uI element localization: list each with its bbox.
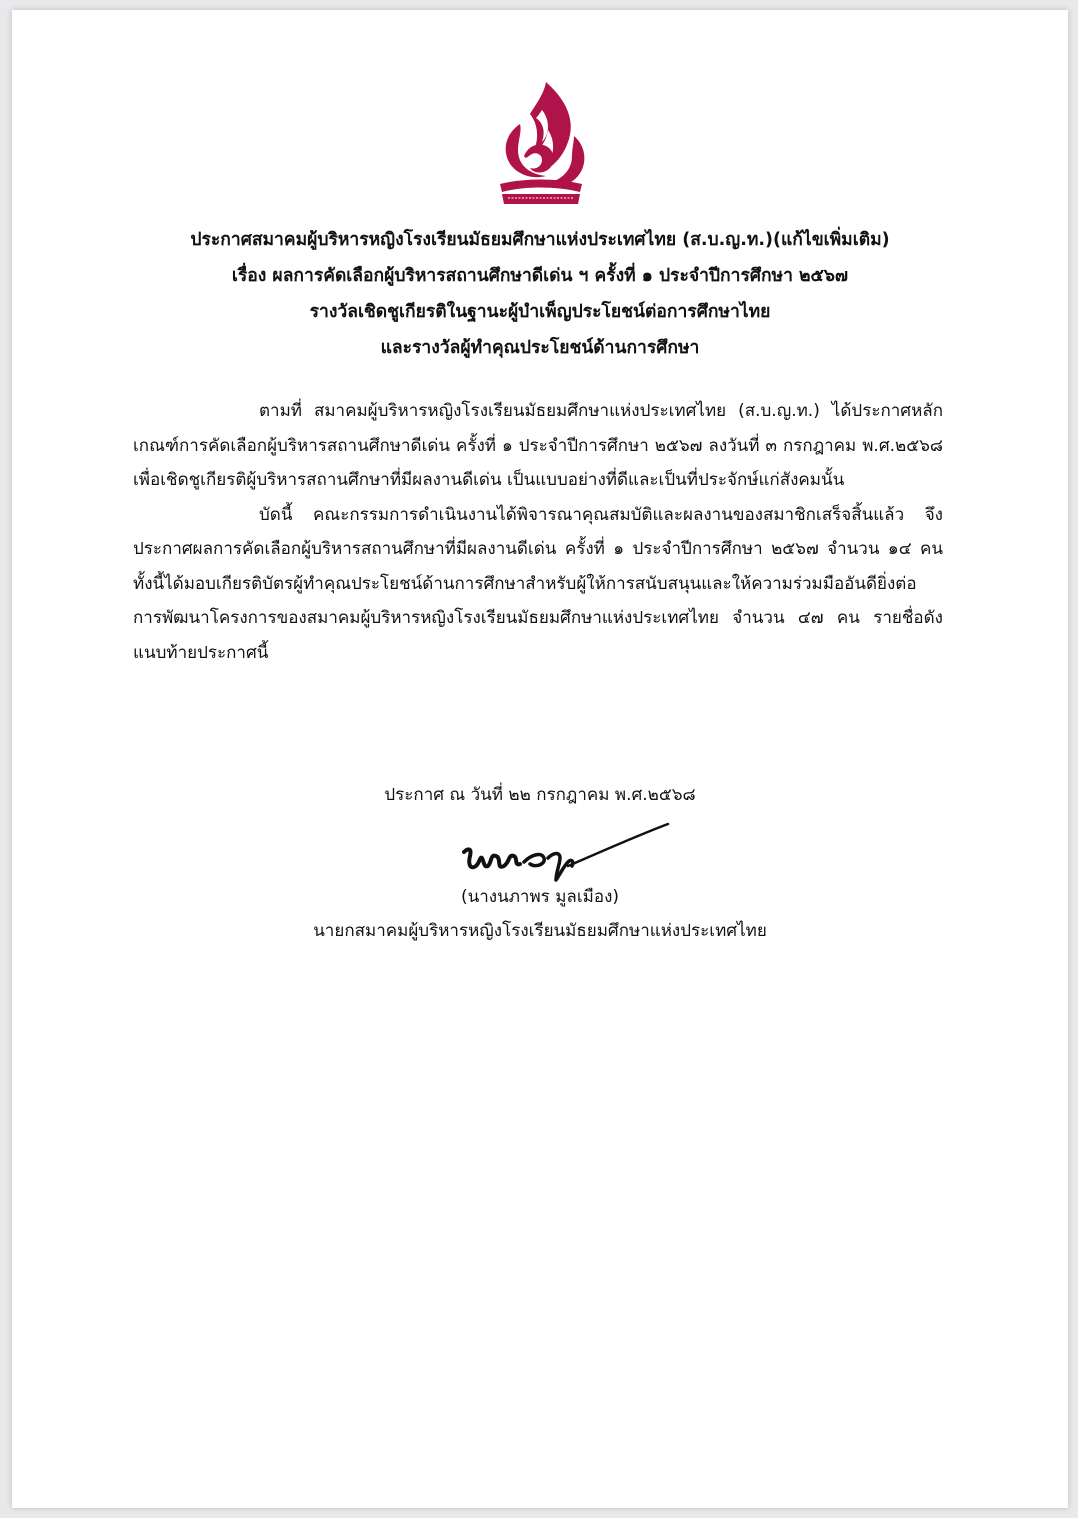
title-line-4: และรางวัลผู้ทำคุณประโยชน์ด้านการศึกษา	[380, 338, 700, 358]
signer-name: (นางนภาพร มูลเมือง)	[461, 887, 619, 907]
announcement-body	[133, 394, 943, 670]
association-logo-icon	[484, 80, 596, 210]
announcement-title	[72, 222, 1008, 366]
title-line-1: ประกาศสมาคมผู้บริหารหญิงโรงเรียนมัธยมศึกษาแห่งประเทศไทย (ส.บ.ญ.ท.)(แก้ไขเพิ่มเติม)	[190, 230, 890, 250]
title-line-3: รางวัลเชิดชูเกียรติในฐานะผู้บำเพ็ญประโยชน์ต่อการศึกษาไทย	[309, 302, 771, 322]
announcement-date: ประกาศ ณ วันที่ ๒๒ กรกฎาคม พ.ศ.๒๕๖๘	[384, 785, 696, 805]
signer-title: นายกสมาคมผู้บริหารหญิงโรงเรียนมัธยมศึกษาแห่งประเทศไทย	[313, 921, 767, 941]
body-paragraph-1: ตามที่ สมาคมผู้บริหารหญิงโรงเรียนมัธยมศึกษาแห่งประเทศไทย (ส.บ.ญ.ท.) ได้ประกาศหลักเกณฑ์การคัดเลือกผู้บริหารสถานศึกษาดีเด่น ครั้งที่ ๑ ประจำปีการศึกษา ๒๕๖๗ ลงวันที่ ๓ กรกฎาคม พ.ศ.๒๕๖๘ เพื่อเชิดชูเกียรติผู้บริหารสถานศึกษาที่มีผลงานดีเด่น เป็นแบบอย่างที่ดีและเป็นที่ประจักษ์แก่สังคมนั้น	[133, 401, 943, 490]
signer-block	[72, 880, 1008, 948]
document-page	[12, 10, 1068, 1508]
body-paragraph-2: บัดนี้ คณะกรรมการดำเนินงานได้พิจารณาคุณสมบัติและผลงานของสมาชิกเสร็จสิ้นแล้ว จึงประกาศผลการคัดเลือกผู้บริหารสถานศึกษาที่มีผลงานดีเด่น ครั้งที่ ๑ ประจำปีการศึกษา ๒๕๖๗ จำนวน ๑๔ คน ทั้งนี้ได้มอบเกียรติบัตรผู้ทำคุณประโยชน์ด้านการศึกษาสำหรับผู้ให้การสนับสนุนและให้ความร่วมมืออันดียิ่งต่อการพัฒนาโครงการของสมาคมผู้บริหารหญิงโรงเรียนมัธยมศึกษาแห่งประเทศไทย จำนวน ๔๗ คน รายชื่อดังแนบท้ายประกาศนี้	[133, 504, 943, 663]
title-line-2: เรื่อง ผลการคัดเลือกผู้บริหารสถานศึกษาดีเด่น ฯ ครั้งที่ ๑ ประจำปีการศึกษา ๒๕๖๗	[231, 266, 849, 286]
